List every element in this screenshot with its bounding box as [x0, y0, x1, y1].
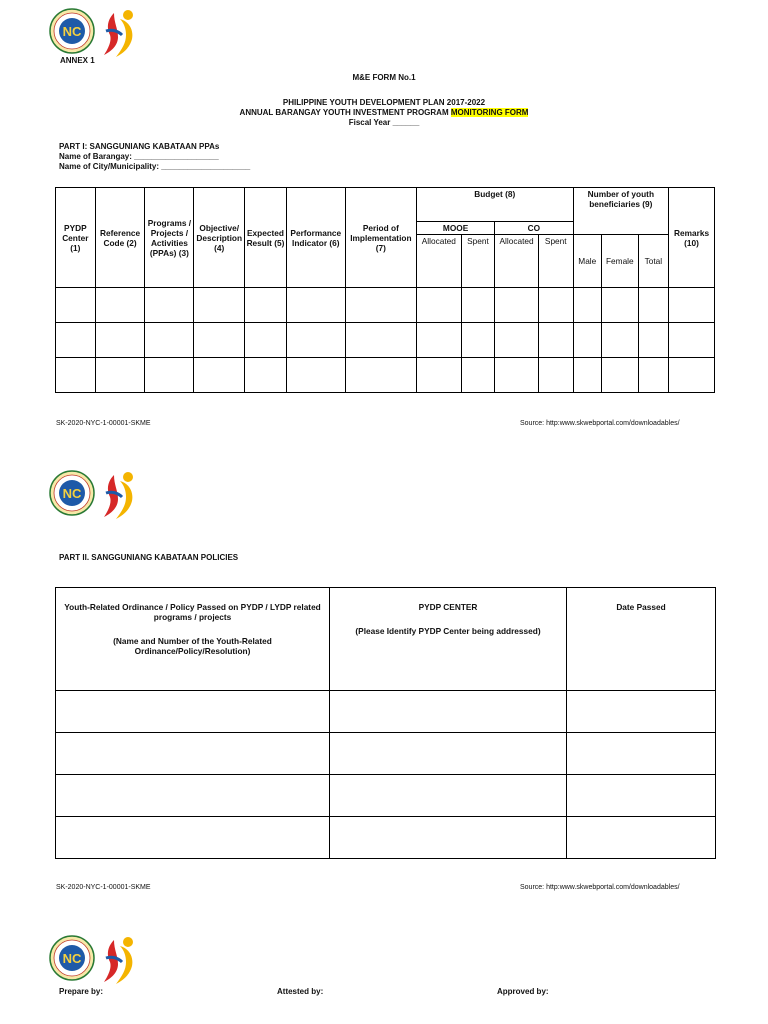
cell[interactable] [345, 358, 416, 393]
table-row [56, 323, 715, 358]
part2-heading: PART II. SANGGUNIANG KABATAAN POLICIES [59, 553, 239, 562]
header-co: CO [495, 222, 573, 235]
cell[interactable] [416, 323, 461, 358]
cell[interactable] [245, 323, 287, 358]
cell[interactable] [495, 358, 539, 393]
svg-text:NC: NC [62, 951, 82, 966]
svg-text:NC: NC [62, 24, 82, 39]
policy-header-ordinance-line2: (Name and Number of the Youth-Related Ordinance/Policy/Resolution) [113, 636, 272, 656]
cell[interactable] [602, 288, 639, 323]
header-spent-mooe: Spent [461, 235, 495, 288]
cell[interactable] [567, 775, 716, 817]
fiscal-year: Fiscal Year ______ [348, 118, 420, 127]
cell[interactable] [95, 358, 145, 393]
cell[interactable] [194, 288, 245, 323]
cell[interactable] [56, 358, 96, 393]
title-line1: PHILIPPINE YOUTH DEVELOPMENT PLAN 2017-2022 [282, 98, 486, 107]
cell[interactable] [538, 288, 573, 323]
table-row [56, 691, 716, 733]
cell[interactable] [638, 358, 669, 393]
table-row [56, 817, 716, 859]
title-line2 [0, 108, 768, 117]
header-spent-co: Spent [538, 235, 573, 288]
cell[interactable] [669, 323, 715, 358]
annex-label: ANNEX 1 [60, 56, 95, 65]
cell[interactable] [145, 323, 194, 358]
cell[interactable] [416, 358, 461, 393]
table-row [56, 733, 716, 775]
policy-header-date: Date Passed [567, 588, 716, 691]
table-row [56, 358, 715, 393]
policy-header-ordinance-line1: Youth-Related Ordinance / Policy Passed on PYDP / LYDP related programs / projects [64, 602, 321, 622]
cell[interactable] [345, 288, 416, 323]
svg-text:NC: NC [62, 486, 82, 501]
cell[interactable] [495, 288, 539, 323]
cell[interactable] [95, 323, 145, 358]
header-youth-beneficiaries: Number of youth beneficiaries (9) [573, 188, 669, 235]
cell[interactable] [194, 323, 245, 358]
cell[interactable] [330, 775, 567, 817]
footer-source-1: Source: http:www.skwebportal.com/downloadables/ [520, 420, 680, 427]
cell[interactable] [573, 323, 601, 358]
ppa-table [55, 187, 715, 393]
cell[interactable] [286, 323, 345, 358]
cell[interactable] [56, 733, 330, 775]
cell[interactable] [602, 358, 639, 393]
form-number: M&E FORM No.1 [352, 73, 416, 82]
cell[interactable] [461, 323, 495, 358]
attested-by-label: Attested by: [277, 987, 324, 996]
table-row [56, 288, 715, 323]
cell[interactable] [245, 288, 287, 323]
header-budget: Budget (8) [416, 188, 573, 222]
policy-table [55, 587, 716, 859]
policy-header-pydp-line2: (Please Identify PYDP Center being addressed) [355, 626, 541, 636]
cell[interactable] [330, 733, 567, 775]
logo-group [48, 467, 148, 523]
header-objective: Objective/ Description (4) [194, 188, 245, 288]
cell[interactable] [567, 691, 716, 733]
logo-group [48, 5, 148, 61]
cell[interactable] [330, 817, 567, 859]
header-female: Female [602, 235, 639, 288]
prepared-by-label: Prepare by: [59, 987, 104, 996]
header-expected-result: Expected Result (5) [245, 188, 287, 288]
header-male: Male [573, 235, 601, 288]
nyc-seal-icon [48, 5, 148, 61]
policy-header-pydp [330, 588, 567, 691]
cell[interactable] [145, 288, 194, 323]
header-remarks: Remarks (10) [669, 188, 715, 288]
cell[interactable] [56, 323, 96, 358]
title-line2-highlight: MONITORING FORM [450, 108, 529, 117]
cell[interactable] [56, 775, 330, 817]
cell[interactable] [602, 323, 639, 358]
nyc-seal-icon [48, 932, 148, 988]
logo-group [48, 932, 148, 988]
cell[interactable] [56, 817, 330, 859]
cell[interactable] [194, 358, 245, 393]
cell[interactable] [495, 323, 539, 358]
approved-by-label: Approved by: [497, 987, 549, 996]
cell[interactable] [573, 358, 601, 393]
cell[interactable] [567, 817, 716, 859]
header-total: Total [638, 235, 669, 288]
cell[interactable] [56, 288, 96, 323]
cell[interactable] [345, 323, 416, 358]
barangay-label: Name of Barangay: ___________________ [59, 152, 219, 161]
header-programs: Programs / Projects / Activities (PPAs) (3) [145, 188, 194, 288]
cell[interactable] [669, 358, 715, 393]
part1-heading: PART I: SANGGUNIANG KABATAAN PPAs [59, 142, 220, 151]
cell[interactable] [286, 288, 345, 323]
cell[interactable] [538, 358, 573, 393]
nyc-seal-icon [48, 467, 148, 523]
cell[interactable] [245, 358, 287, 393]
footer-code-1: SK-2020-NYC-1-00001-SKME [56, 420, 151, 427]
cell[interactable] [330, 691, 567, 733]
cell[interactable] [573, 288, 601, 323]
header-allocated-co: Allocated [495, 235, 539, 288]
footer-source-2: Source: http:www.skwebportal.com/downloadables/ [520, 884, 680, 891]
city-label: Name of City/Municipality: ____________________ [59, 162, 251, 171]
policy-header-pydp-line1: PYDP CENTER [418, 602, 478, 612]
header-period: Period of Implementation (7) [345, 188, 416, 288]
header-pydp-center: PYDP Center (1) [56, 188, 96, 288]
header-performance-indicator: Performance Indicator (6) [286, 188, 345, 288]
cell[interactable] [538, 323, 573, 358]
cell[interactable] [461, 288, 495, 323]
cell[interactable] [145, 358, 194, 393]
cell[interactable] [56, 691, 330, 733]
header-reference-code: Reference Code (2) [95, 188, 145, 288]
cell[interactable] [416, 288, 461, 323]
cell[interactable] [286, 358, 345, 393]
table-row [56, 775, 716, 817]
header-mooe: MOOE [416, 222, 494, 235]
title-line2-prefix: ANNUAL BARANGAY YOUTH INVESTMENT PROGRAM [239, 108, 451, 117]
cell[interactable] [461, 358, 495, 393]
cell[interactable] [638, 288, 669, 323]
footer-code-2: SK-2020-NYC-1-00001-SKME [56, 884, 151, 891]
policy-header-ordinance [56, 588, 330, 691]
cell[interactable] [567, 733, 716, 775]
cell[interactable] [669, 288, 715, 323]
header-allocated-mooe: Allocated [416, 235, 461, 288]
cell[interactable] [95, 288, 145, 323]
cell[interactable] [638, 323, 669, 358]
